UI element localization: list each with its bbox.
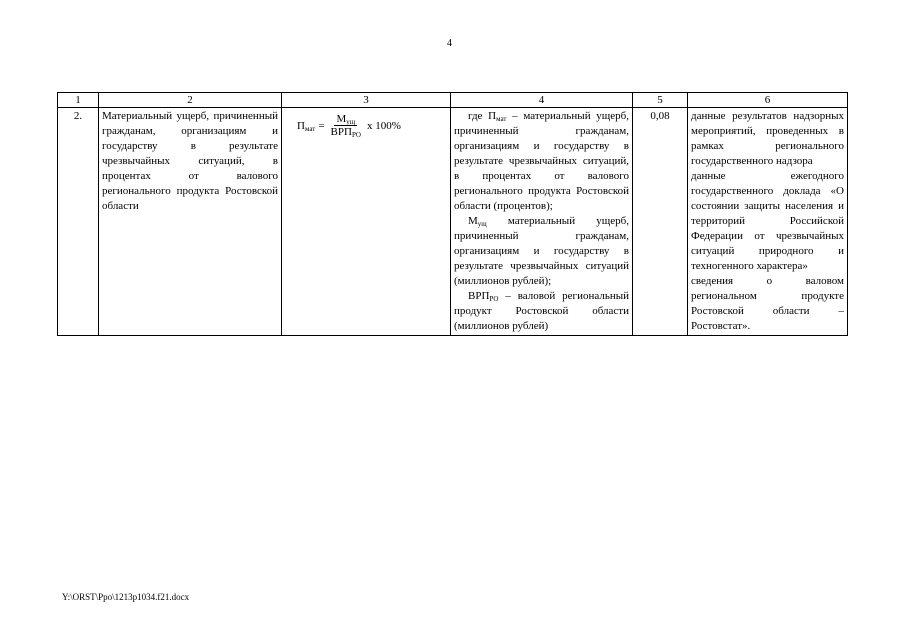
definition-item: $ВРП_{РО}$ – валовой региональный продукт Ростовской области (миллионов рублей) [454, 290, 629, 332]
target-value: 0,08 [633, 108, 688, 336]
definitions-cell [451, 108, 633, 336]
header-cell: 5 [633, 93, 688, 108]
header-cell: 4 [451, 93, 633, 108]
formula-fraction [329, 113, 363, 139]
header-row [58, 93, 848, 108]
formula-lhs: $П_{мат}$ [297, 119, 316, 133]
source-item: данные результатов надзорных мероприятий, проведенных в рамках регионального государственного надзора [691, 110, 844, 167]
definition-item: $М_{ущ}$ материальный ущерб, причиненный гражданам, организациям и государству в результате чрезвычайных ситуаций (миллионов рублей); [454, 215, 629, 287]
formula-cell [282, 108, 451, 336]
header-cell: 2 [99, 93, 282, 108]
table-row [58, 108, 848, 336]
indicator-table [57, 92, 848, 336]
header-cell: 6 [688, 93, 848, 108]
row-number: 2. [58, 108, 99, 336]
header-cell: 1 [58, 93, 99, 108]
formula-equals: = [318, 119, 325, 132]
indicator-description: Материальный ущерб, причиненный гражданам, организациям и государству в результате чрезвычайных ситуаций, в процентах от валового регионального продукта Ростовской области [99, 108, 282, 336]
definition-item: где $П_{мат}$ – материальный ущерб, причиненный гражданам, организациям и государству в результате чрезвычайных ситуаций, в процентах от валового регионального продукта Ростовской области (процентов); [454, 110, 629, 212]
formula [285, 109, 447, 139]
header-cell: 3 [282, 93, 451, 108]
page-number: 4 [447, 38, 452, 49]
formula-numerator: $М_{ущ}$ [336, 113, 356, 126]
formula-multiplier: х 100% [367, 119, 401, 132]
formula-denominator: $ВРП_{РО}$ [330, 126, 361, 139]
source-item: сведения о валовом региональном продукте Ростовской области – Ростовстат». [691, 275, 844, 332]
sources-cell [688, 108, 848, 336]
source-item: данные ежегодного государственного доклада «О состоянии защиты населения и территорий Российской Федерации от чрезвычайных ситуаций природного и техногенного характера» [691, 170, 844, 272]
document-path: Y:\ORST\Ppo\1213p1034.f21.docx [62, 592, 190, 602]
